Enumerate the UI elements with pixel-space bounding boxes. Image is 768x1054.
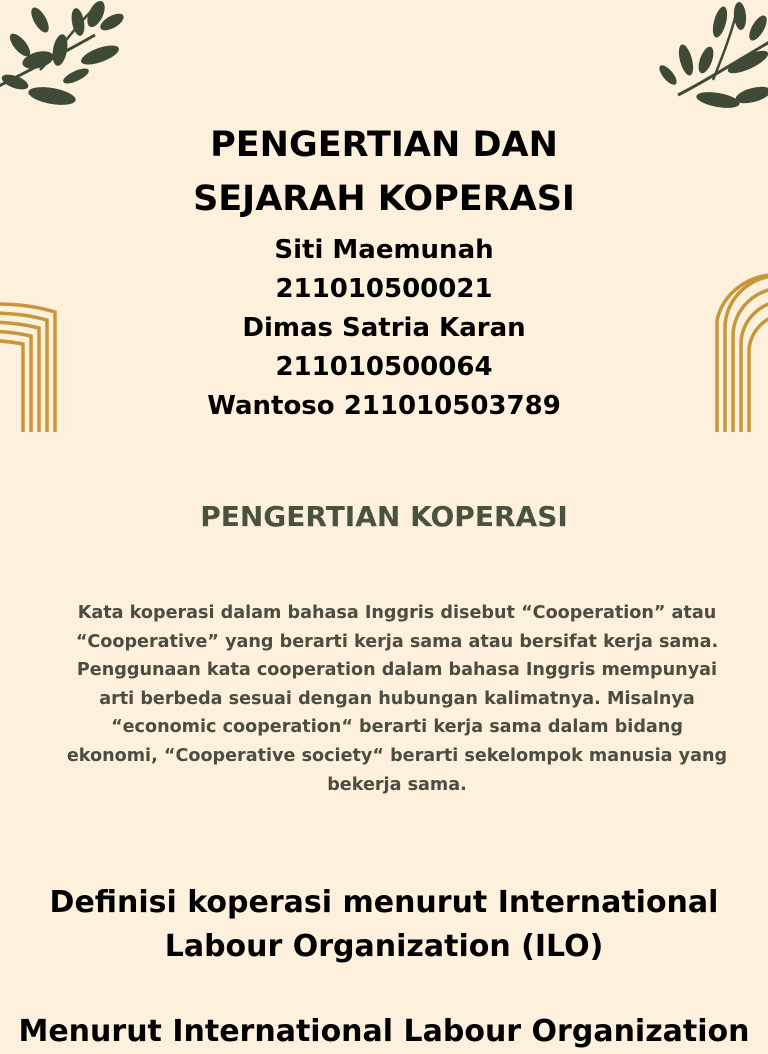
paragraph-line: Penggunaan kata cooperation dalam bahasa Inggris mempunyai	[76, 660, 718, 681]
leaf-branch-decoration-right	[658, 0, 768, 120]
author-line: Dimas Satria Karan	[242, 313, 526, 343]
definition-next-line: Menurut International Labour Organization	[18, 1014, 750, 1049]
author-line: 211010500064	[275, 352, 493, 382]
author-list	[0, 231, 768, 426]
paragraph-line: “economic cooperation“ berarti kerja sama dalam bidang	[111, 717, 683, 738]
definition-heading	[0, 881, 768, 969]
paragraph-line: bekerja sama.	[327, 774, 467, 795]
title-line-2: SEJARAH KOPERASI	[193, 179, 575, 219]
paragraph-line: arti berbeda sesuai dengan hubungan kalimatnya. Misalnya	[99, 688, 695, 709]
paragraph-line: “Cooperative” yang berarti kerja sama atau bersifat kerja sama.	[75, 631, 719, 652]
author-line: Siti Maemunah	[274, 235, 494, 265]
definition-line-1: Definisi koperasi menurut International	[49, 885, 719, 920]
title-line-1: PENGERTIAN DAN	[210, 125, 558, 165]
section-paragraph	[26, 599, 768, 799]
author-line: Wantoso 211010503789	[207, 391, 561, 421]
leaf-branch-decoration-left	[0, 0, 130, 115]
definition-line-2: Labour Organization (ILO)	[164, 929, 604, 964]
paragraph-line: ekonomi, “Cooperative society“ berarti sekelompok manusia yang	[66, 745, 728, 766]
paragraph-line: Kata koperasi dalam bahasa Inggris disebut “Cooperation” atau	[77, 603, 717, 623]
author-line: 211010500021	[275, 274, 493, 304]
page-title	[0, 118, 768, 226]
section-heading: PENGERTIAN KOPERASI	[200, 500, 568, 533]
